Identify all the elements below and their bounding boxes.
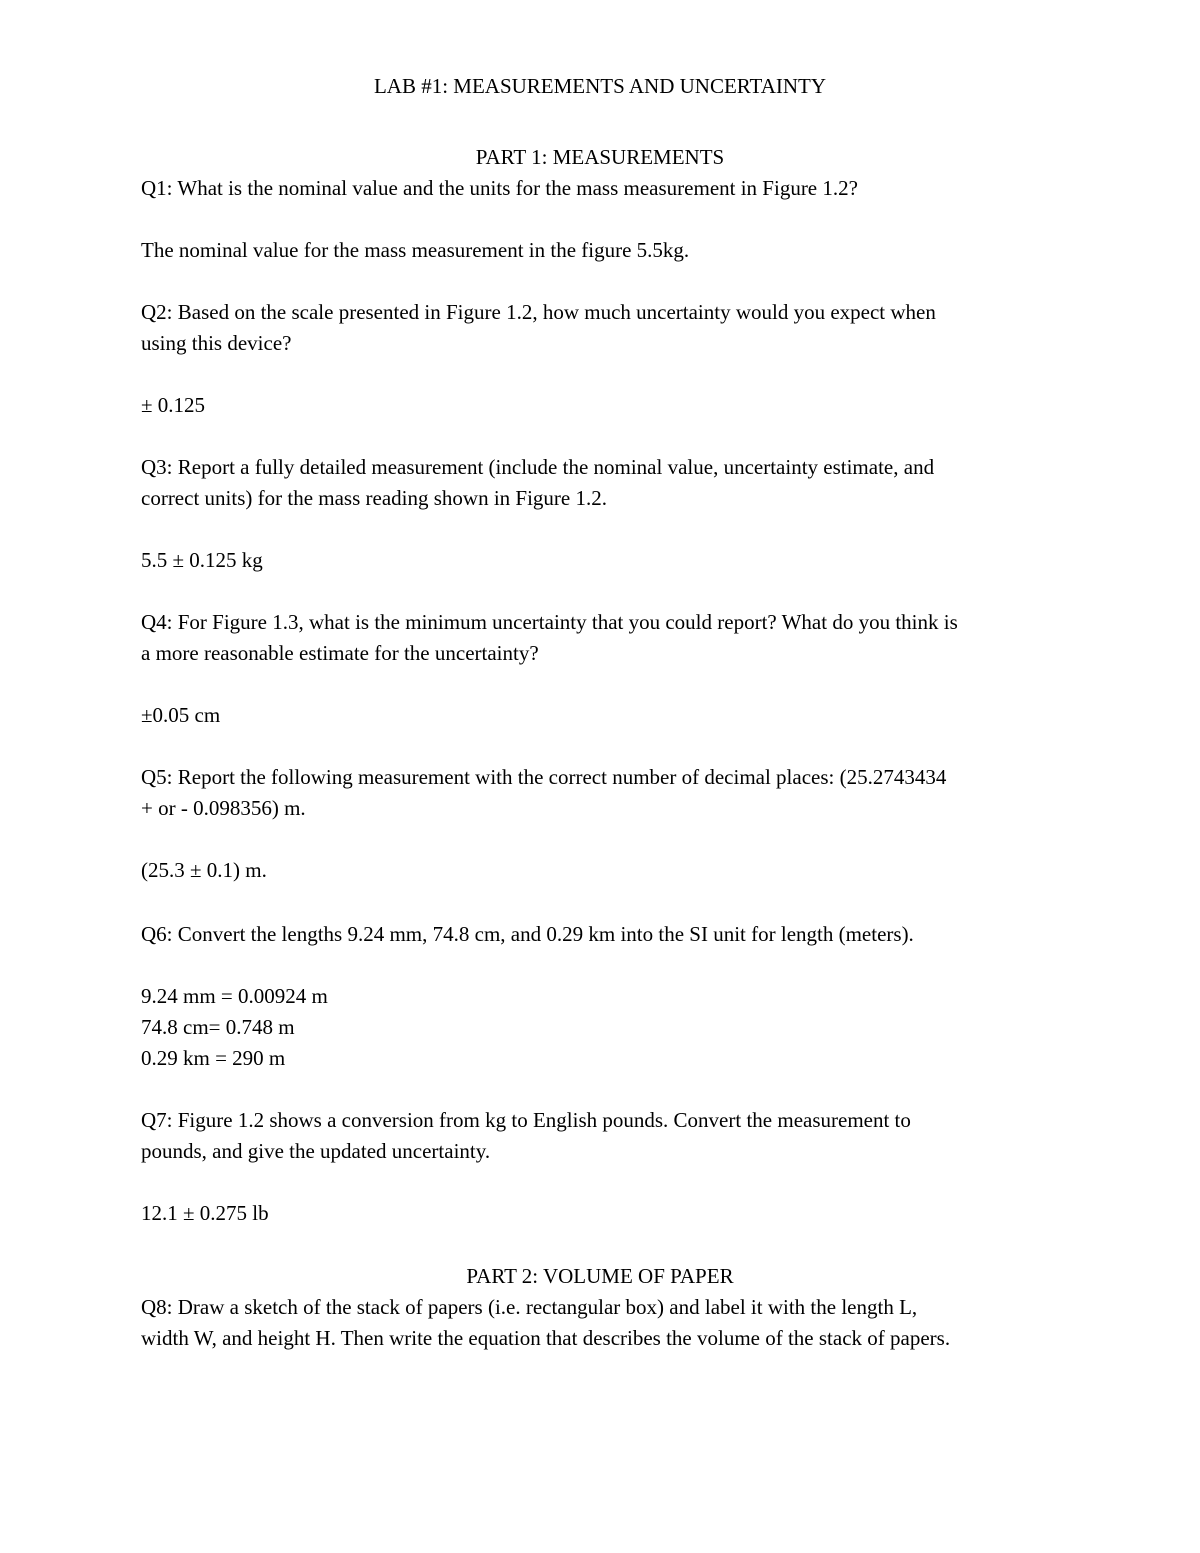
q7-question-line1: Q7: Figure 1.2 shows a conversion from kg to English pounds. Convert the measurement to [141,1108,911,1132]
document-title: LAB #1: MEASUREMENTS AND UNCERTAINTY [373,74,827,98]
q8-question-line2: width W, and height H. Then write the equation that describes the volume of the stack of papers. [141,1326,951,1350]
q2-answer: ± 0.125 [141,393,206,417]
q1-question: Q1: What is the nominal value and the units for the mass measurement in Figure 1.2? [141,176,858,200]
part2-heading: PART 2: VOLUME OF PAPER [466,1264,734,1288]
q2-question-line1: Q2: Based on the scale presented in Figure 1.2, how much uncertainty would you expect when [141,300,936,324]
q5-question-line2: + or - 0.098356) m. [141,796,306,820]
q7-answer: 12.1 ± 0.275 lb [141,1201,269,1225]
q5-answer: (25.3 ± 0.1) m. [141,858,267,882]
q4-answer: ±0.05 cm [141,703,221,727]
part1-heading: PART 1: MEASUREMENTS [475,145,725,169]
q4-question-line2: a more reasonable estimate for the uncertainty? [141,641,539,665]
q6-answer-line3: 0.29 km = 290 m [141,1046,286,1070]
q6-question: Q6: Convert the lengths 9.24 mm, 74.8 cm, and 0.29 km into the SI unit for length (meters). [141,922,914,946]
q3-answer: 5.5 ± 0.125 kg [141,548,263,572]
q6-answer-line1: 9.24 mm = 0.00924 m [141,984,328,1008]
q3-question-line2: correct units) for the mass reading shown in Figure 1.2. [141,486,607,510]
q5-question-line1: Q5: Report the following measurement with the correct number of decimal places: (25.2743434 [141,765,947,789]
q2-question-line2: using this device? [141,331,292,355]
q7-question-line2: pounds, and give the updated uncertainty. [141,1139,491,1163]
q6-answer-line2: 74.8 cm= 0.748 m [141,1015,295,1039]
q4-question-line1: Q4: For Figure 1.3, what is the minimum uncertainty that you could report? What do you think is [141,610,958,634]
q1-answer: The nominal value for the mass measurement in the figure 5.5kg. [141,238,690,262]
q8-question-line1: Q8: Draw a sketch of the stack of papers (i.e. rectangular box) and label it with the length L, [141,1295,918,1319]
q3-question-line1: Q3: Report a fully detailed measurement (include the nominal value, uncertainty estimate, and [141,455,935,479]
